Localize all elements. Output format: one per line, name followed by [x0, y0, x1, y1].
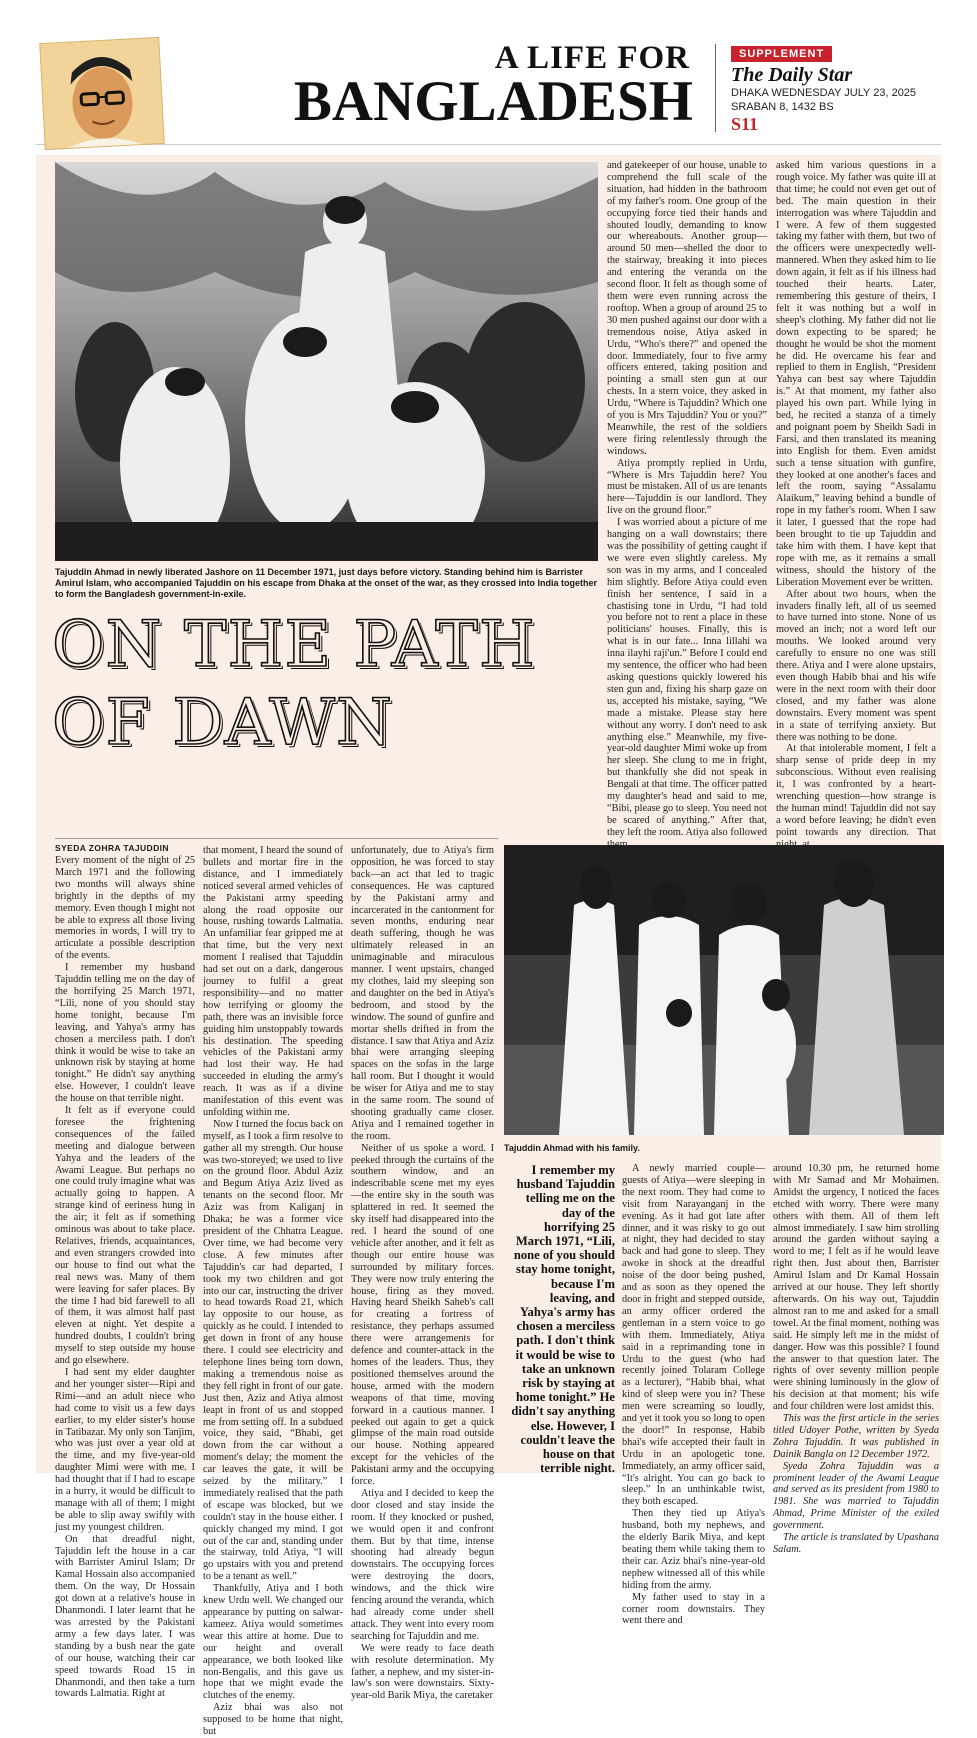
- masthead-title-line1: A LIFE FOR: [300, 40, 690, 77]
- paragraph: A newly married couple—guests of Atiya—were sleeping in the next room. They had come to visit from Narayanganj in the evening. As it had got late after dinner, and it was risky to go out at night, they had decided to stay back and had gone to sleep. They awoke in shock at the dreadful noise of the door being pushed, and as soon as they opened the door in fright and stepped outside, an army officer ordered the gentleman in a stern voice to go with them. Immediately, Atiya said in a reprimanding tone in Urdu to the guest (who had recently joined Tolaram College as a lecturer), “Habib bhai, what kind of sleep were you in? These men were screaming so loudly, and yet it took you so long to open the door!” In response, Habib bhai's wife accepted their fault in Urdu in an apologetic tone. Immediately, an army officer said, “It's alright. You can go back to sleep.” In an unthinkable twist, they both escaped.: [622, 1163, 765, 1508]
- article-column-c: [351, 845, 494, 1473]
- page-number: S11: [731, 114, 758, 135]
- paragraph: and gatekeeper of our house, unable to comprehend the full scale of the situation, had hidden in the bathroom of my father's room. One group of the occupying force tied their hands and shouted loudly, demanding to know our whereabouts. Another group—around 50 men—shelled the door to the stairway, breaking it into pieces and entering the veranda on the second floor. It felt as though some of them were even running across the rooftop. When a group of around 25 to 30 men pushed against our door with a tremendous noise, Atiya asked in Urdu, “Who's there?” and opened the door. Immediately, four to five army officers entered, taking position and pointing a small sten gun at our chests. In a stern voice, they asked in Urdu, “Where is Tajuddin? Which one of you is Mrs Tajuddin? You or you?” Meanwhile, the rest of the soldiers were firing relentlessly through the windows.: [607, 160, 767, 458]
- translator-note: The article is translated by Upashana Salam.: [773, 1532, 939, 1556]
- paragraph: that moment, I heard the sound of bullets and mortar fire in the distance, and I immediately noticed several armed vehicles of the Pakistani army speeding along the road opposite our house, rushing towards Lalmatia. An unfamiliar fear gripped me at that time, but the very next moment I realised that Tajuddin had set out on a dark, dangerous journey to fulfil a great responsibility—and no matter how terrifying or gloomy the path, there was an invisible force guiding him unstoppably towards his destination. The speeding vehicles of the Pakistani army had lost their way. He had succeeded in eluding the army's reach. It was as if a divine manifestation of this event was unfolding within me.: [203, 845, 343, 1119]
- paragraph: Thankfully, Atiya and I both knew Urdu well. We changed our appearance by putting on salwar-kameez. Atiya would sometimes wear this attire at home. Due to our height and overall appearance, we both looked like non-Bengalis, and this gave us hope that we might evade the clutches of the enemy.: [203, 1583, 343, 1702]
- paragraph: After about two hours, when the invaders finally left, all of us seemed to have turned into stone. None of us moved an inch; not a word left our mouths. We looked around very carefully to ensure no one was still there. Atiya and I were alone upstairs, even though Habib bhai and his wife were in the next room with their door closed, and my father was alone downstairs. Every moment was spent in a state of terrifying anxiety. But there was nothing to be done.: [776, 589, 936, 744]
- paragraph: I was worried about a picture of me hanging on a wall downstairs; there was the possibility of getting caught if we were even slightly careless. My son was in my arms, and I concealed him slightly. Before Atiya could even finish her sentence, I said in a chastising tone in Urdu, “I had told you before not to rent a place in these politicians' houses. Finally, this is what is in our fate... Inna lillahi wa inna ilayhi raji'un.” Before I could end my sentence, the officer who had been asking questions quickly lowered his sten gun and, fixing his sharp gaze on us, accepted his mistake, saying, “We made a mistake. Please stay here without any worry. I don't need to ask anything else.” Meanwhile, my five-year-old daughter Mimi woke up from her sleep. She clung to me in fright, but thankfully she did not speak in Bengali at that time. The officer patted my daughter's head and said to me, “Bibi, please go to sleep. You need not be scared of anything.” After that, they left the room. Atiya also followed: [607, 517, 767, 850]
- paragraph: At that intolerable moment, I felt a sharp sense of pride deep in my subconscious. Without even realising it, I was confronted by a heart-wrenching question—how strange is the human mind! Tajuddin did not say a word before leaving; he didn't even point towards any direction. That: [776, 743, 936, 850]
- article-column-b: [203, 845, 343, 1473]
- paragraph: Neither of us spoke a word. I peeked through the curtains of the southern window, and an indescribable scene met my eyes—the entire sky in the south was splattered in red. It seemed the sky itself had disappeared into the red. I heard the sound of one vehicle after another, and it felt as though our entire house was surrounded by military forces. They were now truly entering the house, firing as they moved. Having heard Sheikh Saheb's call for creating a fortress of resistance, they perhaps assumed there were arrangements for defence and counter-attack in the homes of the leaders. Thus, they positioned themselves around the house, armed with the modern weapons of that time, moving forward in a cautious manner. I peeked out again to get a quick glimpse of the main road outside our house. Nothing appeared except for the vehicles of the Pakistani army and the occupying force.: [351, 1143, 494, 1488]
- date-bengali: SRABAN 8, 1432 BS: [731, 100, 916, 114]
- paragraph: asked him various questions in a rough voice. My father was quite ill at that time; he could not even get out of bed. The main question in their interrogation was where Tajuddin and I were. A few of them suggested taking my father with them, but two of the officers were unexpectedly well-mannered. When they asked him to lie down again, it felt as if his illness had touched their hearts. Later, remembering this gesture of theirs, I felt it was nothing but a wolf in sheep's clothing. My father did not lie down expecting to be spared; he thought he would be shot the moment he did. He overcame his fear and replied to them in English, “President Yahya can best say where Tajuddin is.” At that moment, my father also played his own part. While lying in bed, he recited a stanza of a timely and poignant poem by Sheikh Sadi in Farsi, and then translated its meaning into English for them. Even amidst such a tense situation with gunfire, they looked at one another's faces and left the room, saying “Assalamu Alaikum,” leaving behind a bundle of rope in my father's room. When I saw it later, I guessed that the rope had been brought to tie up Tajuddin and take him with them. I have kept that rope with me, as it remains a small witness, should the history of the Liberation Movement ever be written.: [776, 160, 936, 589]
- date-gregorian: DHAKA WEDNESDAY JULY 23, 2025: [731, 86, 916, 100]
- paragraph: Now I turned the focus back on myself, as I took a firm resolve to gather all my strength. Our house was two-storeyed; we used to live on the ground floor. Abdul Aziz and Begum Atiya Aziz lived as tenants on the second floor. Mr Aziz was from Kaliganj in Dhaka; he was a former vice president of the Chhatra League. Over time, we had become very close. A few minutes after Tajuddin's car had departed, I took my two children and got into our car, instructing the driver to head towards Road 21, which lay opposite to our house, as quickly as he could. I intended to get down in front of any house there. I could see electricity and telephone lines being torn down, making a tremendous noise as they fell right in front of our gate. Just then, Aziz and Atiya almost leapt in front of us and stopped me from setting off. In a subdued voice, they said, “Bhabi, get down from the car without a moment's delay; the moment the car leaves the gate, it will be seized by the military.” I immediately realised that the path of escape was blocked, but we couldn't stay in the house either. I quickly changed my mind. I got out of the car and, standing under the stairway, told Atiya, “I will go upstairs with you and pretend to be a tenant as well.”: [203, 1119, 343, 1583]
- photo-caption-jashore: Tajuddin Ahmad in newly liberated Jashore on 11 December 1971, just days before victory. Standing behind him is Barrister Amirul Islam, who accompanied Tajuddin on his escape from Dhaka at the onset of the war, as they crossed into India together to form the Bangladesh government-in-exile.: [55, 567, 598, 600]
- article-column-a: [55, 855, 195, 1473]
- family-photo: [504, 845, 944, 1135]
- paragraph: Atiya promptly replied in Urdu, “Where is Mrs Tajuddin here? You must be mistaken. All of us are tenants here—Tajuddin is our landlord. They live on the ground floor.”: [607, 458, 767, 518]
- pull-quote: I remember my husband Tajuddin telling me on the day of the horrifying 25 March 1971, “Lili, none of you should stay home tonight, because I'm leaving, and Yahya's army has chosen a merciless path. I don't think it would be wise to take an unknown risk by staying at home tonight.” He didn't say anything else. However, I couldn't leave the house on that terrible night.: [510, 1163, 615, 1475]
- supplement-badge: SUPPLEMENT: [731, 46, 832, 62]
- paragraph: Every moment of the night of 25 March 1971 and the following two months will always shine brightly in the depths of my memory. Even though I might not be able to express all those living memories in words, I will try to articulate a possible description of the events.: [55, 855, 195, 962]
- author-note: Syeda Zohra Tajuddin was a prominent leader of the Awami League and served as its president from 1980 to 1981. She was married to Tajuddin Ahmad, Prime Minister of the exiled government.: [773, 1461, 939, 1532]
- paragraph: Atiya and I decided to keep the door closed and stay inside the room. If they knocked or pushed, we would open it and confront them. But by that time, intense shooting had already begun downstairs. The occupying forces were destroying the doors, windows, and the thick wire fencing around the veranda, which had already come under shell attack. They went into every room searching for Tajuddin and me.: [351, 1488, 494, 1643]
- jashore-1971-photo: [55, 162, 598, 561]
- masthead-divider: [715, 44, 716, 132]
- paragraph: My father used to stay in a corner room downstairs. They went there and: [622, 1592, 765, 1628]
- paragraph: Aziz bhai was also not supposed to be home that night, but: [203, 1702, 343, 1738]
- paragraph: On that dreadful night, Tajuddin left the house in a car with Barrister Amirul Islam; Dr Kamal Hossain also accompanied them. On the way, Dr Hossain got down at a relative's house in Dhanmondi. I later learnt that he was arrested by the Pakistani army a few days later. I was standing by a bush near the gate of our house, watching their car speed towards Road 15 in Dhanmondi, and then take a turn towards Lalmatia. Right at: [55, 1534, 195, 1701]
- byline-rule: [55, 838, 498, 839]
- series-note: This was the first article in the series titled Udoyer Pothe, written by Syeda Zohra Tajuddin. It was published in Dainik Bangla on 12 December 1972.: [773, 1413, 939, 1461]
- paragraph: I had sent my elder daughter and her younger sister—Ripi and Rimi—and an adult niece who had come to visit us a few days earlier, to my elder sister's house in Tatibazar. My only son Tanjim, who was just over a year old at the time, and my five-year-old daughter Mimi were with me. I had thought that if I had to escape in a hurry, it would be difficult to manage with all of them; I might be able to slip away swiftly with just my youngest children.: [55, 1367, 195, 1534]
- paragraph: Then they tied up Atiya's husband, both my nephews, and the elderly Barik Miya, and kept beating them while taking them to their car. Aziz bhai's nine-year-old nephew witnessed all of this while hiding from the army.: [622, 1508, 765, 1591]
- paragraph: I remember my husband Tajuddin telling me on the day of the horrifying 25 March 1971, “Lili, none of you should stay home tonight, because I'm leaving, and Yahya's army has chosen a merciless path. I don't think it would be wise to take an unknown risk by staying at home tonight.” He didn't say anything else. However, I couldn't leave the house on that terrible night.: [55, 962, 195, 1105]
- article-headline: [52, 606, 602, 762]
- tajuddin-portrait-illustration: [39, 37, 164, 150]
- paragraph: around 10.30 pm, he returned home with Mr Samad and Mr Mohaimen. Amidst the urgency, I noticed the faces etched with worry. There were many others with them. All of them left almost immediately. I saw him strolling around the garden without saying a word to me; I felt as if he would leave right then. Just about then, Barrister Amirul Islam and Dr Kamal Hossain arrived at our house. They left shortly afterwards. On his way out, Tajuddin almost ran to me and asked for a small towel. At the final moment, nothing was said. He simply left me in the midst of danger. How was this possible? I found the answer to that question later. The rights of over seventy million people were shining luminously in the glow of his decision at that moment; his wife and four children were lost amidst this.: [773, 1163, 939, 1413]
- newspaper-logo: The Daily Star: [731, 64, 852, 87]
- headline-line2: OF DAWN: [52, 684, 602, 762]
- paragraph: We were ready to face death with resolute determination. My father, a nephew, and my sister-in-law's son were downstairs. Sixty-year-old Barik Miya, the caretaker: [351, 1643, 494, 1703]
- paragraph: unfortunately, due to Atiya's firm opposition, he was forced to stay back—an act that led to tragic consequences. He was captured by the Pakistani army and incarcerated in the cantonment for seven months, enduring near death suffering, though he was ultimately released in an unimaginable and miraculous manner. I went upstairs, changed my clothes, laid my sleeping son and daughter on the bed in Atiya's bedroom, and stood by the window. The sound of gunfire and mortar shells drifted in from the distance. I saw that Atiya and Aziz bhai were arranging sleeping spaces on the sofas in the large hall room. But I thought it would be wiser for Atiya and me to stay in the same room. The sound of shooting gradually came closer. Atiya and I remained together in the room.: [351, 845, 494, 1143]
- dateline: [731, 86, 916, 114]
- article-column-d: [607, 160, 767, 824]
- photo-caption-family: Tajuddin Ahmad with his family.: [504, 1143, 640, 1153]
- article-column-g: [773, 1163, 939, 1473]
- article-column-e: [776, 160, 936, 824]
- headline-line1: ON THE PATH: [52, 606, 602, 684]
- article-column-f: [622, 1163, 765, 1473]
- byline: SYEDA ZOHRA TAJUDDIN: [55, 843, 169, 853]
- paragraph: It felt as if everyone could foresee the frightening consequences of the failed meeting and dialogue between Yahya and the leaders of the Awami League. But perhaps no one could truly imagine what was actually going to happen. A strange kind of eeriness hung in the air; it felt as if something ominous was about to take place. Relatives, friends, acquaintances, and even strangers crowded into our house to find out what the real news was. Many of them were leaving for safer places. By the time I had bid farewell to all of them, it was almost half past eleven at night. Yet despite a hundred doubts, I couldn't bring myself to step outside my house and go elsewhere.: [55, 1105, 195, 1367]
- masthead-title-line2: BANGLADESH: [288, 72, 693, 132]
